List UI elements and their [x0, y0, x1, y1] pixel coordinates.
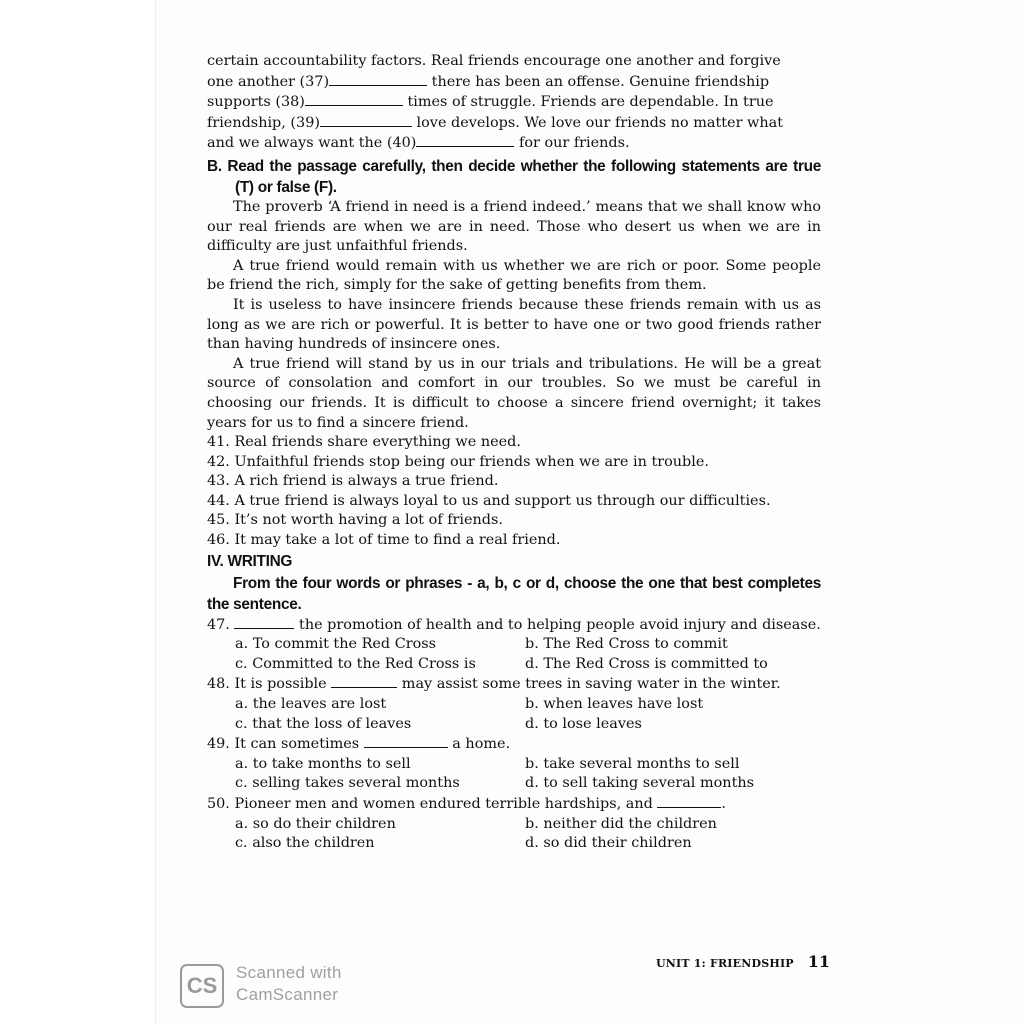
- passage-paragraph: The proverb ‘A friend in need is a friend indeed.’ means that we shall know who our real friends are when we are in need. Those who desert us when we are in difficulty are just unfaithful friends.: [207, 198, 821, 255]
- answer-blank-50: [657, 794, 721, 808]
- option-c[interactable]: c. Committed to the Red Cross is: [235, 655, 476, 672]
- answer-blank-38: [305, 92, 403, 106]
- question-50-options: [207, 815, 821, 854]
- text-line: certain accountability factors. Real friends encourage one another and forgive: [207, 53, 781, 69]
- option-c[interactable]: c. that the loss of leaves: [235, 715, 412, 732]
- page-content: [207, 52, 821, 854]
- text-line: friendship, (39) love develops. We love our friends no matter what: [207, 114, 783, 131]
- passage-paragraph: It is useless to have insincere friends because these friends remain with us as long as we are rich or powerful. It is better to have one or two good friends rather than having hundreds of insincere ones.: [207, 296, 821, 353]
- answer-blank-40: [416, 133, 514, 147]
- text-line: one another (37) there has been an offense. Genuine friendship: [207, 73, 770, 90]
- option-b[interactable]: b. take several months to sell: [525, 755, 740, 772]
- option-a[interactable]: a. so do their children: [235, 815, 396, 832]
- statement-46: 46. It may take a lot of time to find a real friend.: [207, 532, 561, 549]
- option-d[interactable]: d. to sell taking several months: [525, 775, 754, 792]
- statement-42: 42. Unfaithful friends stop being our friends when we are in trouble.: [207, 453, 709, 470]
- statement-45: 45. It’s not worth having a lot of friends.: [207, 512, 503, 529]
- page-number: 11: [807, 952, 831, 971]
- passage-a-ending: [207, 52, 821, 154]
- option-b[interactable]: b. The Red Cross to commit: [525, 636, 728, 653]
- question-47-options: [207, 635, 821, 674]
- watermark-line: CamScanner: [236, 985, 339, 1004]
- camscanner-watermark: [236, 962, 342, 1006]
- passage-paragraph: A true friend will stand by us in our trials and tribulations. He will be a great source of consolation and comfort in our troubles. So we must be careful in choosing our friends. It is difficult to choose a sincere friend overnight; it takes years for us to find a sincere friend.: [207, 355, 821, 431]
- question-48: 48. It is possible may assist some trees in saving water in the winter.: [207, 676, 781, 693]
- passage-paragraph: A true friend would remain with us whether we are rich or poor. Some people be friend the rich, simply for the sake of getting benefits from them.: [207, 257, 821, 294]
- statement-44: 44. A true friend is always loyal to us and support us through our difficulties.: [207, 492, 771, 509]
- section-iv-heading: IV. WRITING: [207, 552, 293, 570]
- section-iv-instruction: From the four words or phrases - a, b, c or d, choose the one that best completes the sentence.: [207, 574, 821, 613]
- text-line: and we always want the (40) for our friends.: [207, 135, 630, 152]
- option-a[interactable]: a. to take months to sell: [235, 755, 411, 772]
- section-b-heading: B. Read the passage carefully, then decide whether the following statements are true (T) or false (F).: [207, 157, 821, 196]
- page-footer: [656, 952, 830, 971]
- watermark-line: Scanned with: [236, 963, 342, 982]
- option-c[interactable]: c. also the children: [235, 835, 375, 852]
- question-49: 49. It can sometimes a home.: [207, 736, 511, 753]
- statement-41: 41. Real friends share everything we need.: [207, 434, 521, 451]
- question-48-options: [207, 695, 821, 734]
- option-c[interactable]: c. selling takes several months: [235, 775, 460, 792]
- option-a[interactable]: a. the leaves are lost: [235, 696, 387, 713]
- answer-blank-39: [320, 113, 412, 127]
- answer-blank-49: [364, 734, 448, 748]
- option-d[interactable]: d. so did their children: [525, 835, 692, 852]
- option-b[interactable]: b. when leaves have lost: [525, 696, 704, 713]
- unit-title: UNIT 1: FRIENDSHIP: [656, 957, 794, 970]
- option-b[interactable]: b. neither did the children: [525, 815, 717, 832]
- answer-blank-37: [329, 72, 427, 86]
- camscanner-logo-icon: CS: [180, 964, 224, 1008]
- answer-blank-48: [331, 674, 397, 688]
- answer-blank-47: [234, 615, 294, 629]
- question-49-options: [207, 755, 821, 794]
- option-d[interactable]: d. The Red Cross is committed to: [525, 655, 768, 672]
- text-line: supports (38) times of struggle. Friends are dependable. In true: [207, 94, 774, 111]
- option-d[interactable]: d. to lose leaves: [525, 715, 642, 732]
- statement-43: 43. A rich friend is always a true friend.: [207, 473, 499, 490]
- option-a[interactable]: a. To commit the Red Cross: [235, 636, 437, 653]
- question-50: 50. Pioneer men and women endured terrible hardships, and .: [207, 796, 726, 812]
- question-47: 47. the promotion of health and to helping people avoid injury and disease.: [207, 616, 821, 633]
